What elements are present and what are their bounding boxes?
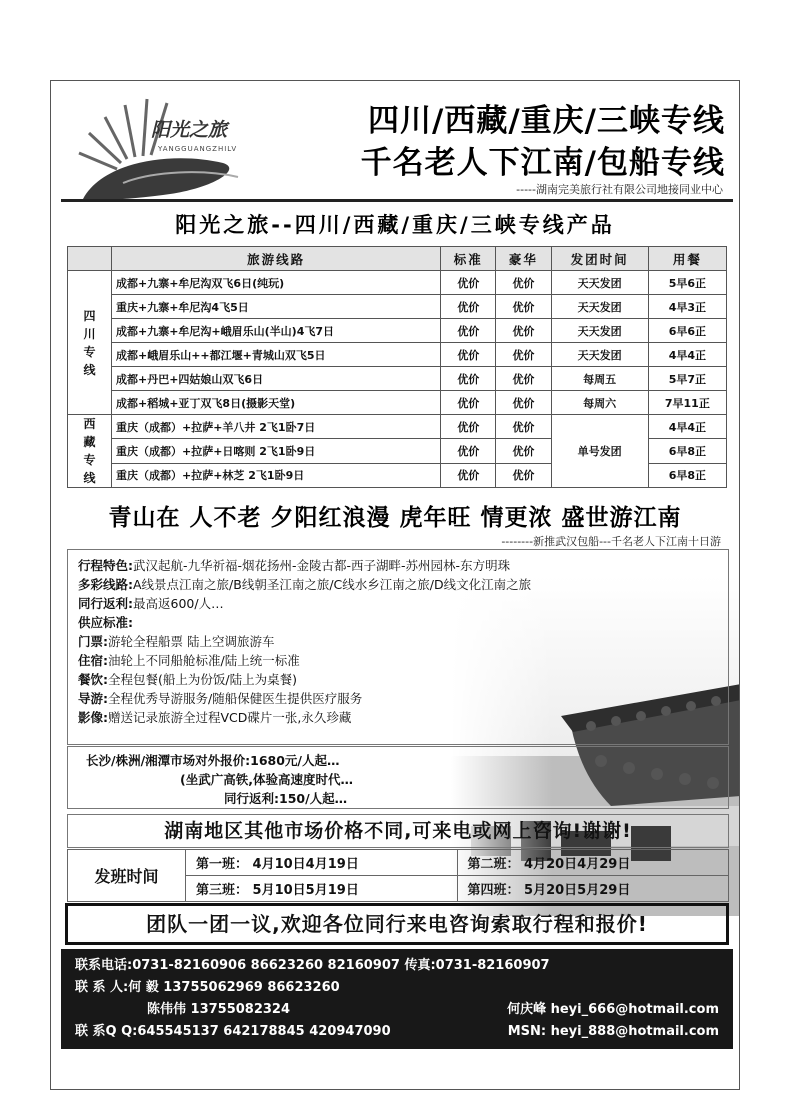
feature-row: 导游:全程优秀导游服务/随船保健医生提供医疗服务 [78, 691, 363, 706]
table-row [68, 367, 727, 391]
header-subtitle: -----湖南完美旅行社有限公司地接同业中心 [516, 183, 723, 196]
route-name: 重庆+九寨+牟尼沟4飞5日 [112, 295, 441, 319]
price-line: 同行返利:150/人起… [224, 791, 348, 806]
batch-1: 第一班： 4月10日4月19日 [186, 850, 458, 876]
table-header-meals: 用餐 [648, 247, 726, 271]
standard-price: 优价 [441, 463, 496, 487]
contact-person-2 [75, 999, 719, 1021]
table-header-group [68, 247, 112, 271]
schedule-label: 发班时间 [68, 850, 186, 902]
luxury-price: 优价 [496, 271, 551, 295]
feature-row: 多彩线路:A线景点江南之旅/B线朝圣江南之旅/C线水乡江南之旅/D线文化江南之旅 [78, 577, 532, 592]
standard-price: 优价 [441, 367, 496, 391]
feature-row: 供应标准: [78, 615, 133, 630]
meals: 7早11正 [648, 391, 726, 415]
price-box [67, 746, 729, 809]
departure-time: 每周六 [551, 391, 648, 415]
table-header-luxury: 豪华 [496, 247, 551, 271]
luxury-price: 优价 [496, 367, 551, 391]
contact-phone: 联系电话:0731-82160906 86623260 82160907 传真:0731-82160907 [75, 958, 550, 973]
route-name: 成都+九寨+牟尼沟+峨眉乐山(半山)4飞7日 [112, 319, 441, 343]
table-header-departure: 发团时间 [551, 247, 648, 271]
meals: 4早4正 [648, 415, 726, 439]
table-header-row [68, 247, 727, 271]
route-name: 重庆（成都）+拉萨+林芝 2飞1卧9日 [112, 463, 441, 487]
feature-row: 门票:游轮全程船票 陆上空调旅游车 [78, 634, 275, 649]
table-row [68, 415, 727, 439]
schedule-row [68, 850, 729, 876]
flyer-page [50, 80, 740, 1090]
standard-price: 优价 [441, 439, 496, 463]
table-header-route: 旅游线路 [112, 247, 441, 271]
routes-table [67, 246, 727, 488]
feature-row: 同行返利:最高返600/人… [78, 596, 224, 611]
meals: 4早3正 [648, 295, 726, 319]
departure-time: 天天发团 [551, 319, 648, 343]
slogan: 青山在 人不老 夕阳红浪漫 虎年旺 情更浓 盛世游江南 [108, 505, 682, 531]
table-row [68, 343, 727, 367]
feature-row: 影像:赠送记录旅游全过程VCD碟片一张,永久珍藏 [78, 710, 352, 725]
table-header-standard: 标准 [441, 247, 496, 271]
table-row [68, 271, 727, 295]
luxury-price: 优价 [496, 439, 551, 463]
meals: 5早7正 [648, 367, 726, 391]
departure-time: 单号发团 [551, 415, 648, 488]
feature-row: 餐饮:全程包餐(船上为份饭/陆上为桌餐) [78, 672, 297, 687]
route-name: 成都+九寨+牟尼沟双飞6日(纯玩) [112, 271, 441, 295]
route-name: 成都+稻城+亚丁双飞8日(摄影天堂) [112, 391, 441, 415]
group-label-sichuan: 四川专线 [68, 271, 112, 415]
contact-person: 联 系 人:何 毅 13755062969 86623260 [75, 980, 340, 995]
header-divider [61, 199, 733, 202]
batch-3: 第三班： 5月10日5月19日 [186, 876, 458, 902]
departure-schedule [67, 849, 729, 902]
contact-msn[interactable]: MSN: heyi_888@hotmail.com [507, 1024, 719, 1039]
departure-time: 天天发团 [551, 271, 648, 295]
route-name: 重庆（成都）+拉萨+日喀则 2飞1卧9日 [112, 439, 441, 463]
departure-time: 每周五 [551, 367, 648, 391]
departure-time: 天天发团 [551, 343, 648, 367]
luxury-price: 优价 [496, 295, 551, 319]
contact-person-2-name: 陈伟伟 13755082324 [147, 1002, 291, 1017]
price-line: 长沙/株洲/湘潭市场对外报价:1680元/人起… [86, 753, 340, 768]
meals: 6早6正 [648, 319, 726, 343]
luxury-price: 优价 [496, 415, 551, 439]
header-title-line1: 四川/西藏/重庆/三峡专线 [368, 103, 725, 139]
standard-price: 优价 [441, 343, 496, 367]
table-row [68, 319, 727, 343]
batch-4: 第四班： 5月20日5月29日 [457, 876, 729, 902]
contact-qq: 联 系Q Q:645545137 642178845 420947090 [75, 1024, 391, 1039]
market-notice: 湖南地区其他市场价格不同,可来电或网上咨询!谢谢! [67, 814, 729, 848]
standard-price: 优价 [441, 295, 496, 319]
contact-panel [61, 949, 733, 1049]
contact-email[interactable]: 何庆峰 heyi_666@hotmail.com [507, 1002, 719, 1017]
slogan-subtitle: --------新推武汉包船---千名老人下江南十日游 [501, 535, 721, 548]
route-name: 成都+峨眉乐山++都江堰+青城山双飞5日 [112, 343, 441, 367]
standard-price: 优价 [441, 391, 496, 415]
feature-row: 住宿:油轮上不同船舱标准/陆上统一标准 [78, 653, 300, 668]
table-row [68, 295, 727, 319]
luxury-price: 优价 [496, 391, 551, 415]
standard-price: 优价 [441, 415, 496, 439]
standard-price: 优价 [441, 271, 496, 295]
luxury-price: 优价 [496, 319, 551, 343]
logo-text: 阳光之旅 [151, 119, 228, 141]
meals: 6早8正 [648, 463, 726, 487]
meals: 5早6正 [648, 271, 726, 295]
group-label-tibet: 西藏专线 [68, 415, 112, 488]
route-name: 成都+丹巴+四姑娘山双飞6日 [112, 367, 441, 391]
meals: 4早4正 [648, 343, 726, 367]
contact-qq-row [75, 1021, 719, 1043]
table-row [68, 391, 727, 415]
luxury-price: 优价 [496, 463, 551, 487]
section-title-routes: 阳光之旅--四川/西藏/重庆/三峡专线产品 [175, 213, 615, 237]
departure-time: 天天发团 [551, 295, 648, 319]
price-line: (坐武广高铁,体验高速度时代… [180, 772, 353, 787]
feature-row: 行程特色:武汉起航-九华祈福-烟花扬州-金陵古都-西子湖畔-苏州园林-东方明珠 [78, 558, 511, 573]
team-banner: 团队一团一议,欢迎各位同行来电咨询索取行程和报价! [65, 903, 729, 945]
route-name: 重庆（成都）+拉萨+羊八井 2飞1卧7日 [112, 415, 441, 439]
standard-price: 优价 [441, 319, 496, 343]
header-title-line2: 千名老人下江南/包船专线 [360, 145, 725, 181]
itinerary-features [67, 549, 729, 745]
meals: 6早8正 [648, 439, 726, 463]
luxury-price: 优价 [496, 343, 551, 367]
brand-logo [63, 91, 263, 201]
batch-2: 第二班： 4月20日4月29日 [457, 850, 729, 876]
logo-subtext: YANGGUANGZHILV [158, 145, 238, 153]
